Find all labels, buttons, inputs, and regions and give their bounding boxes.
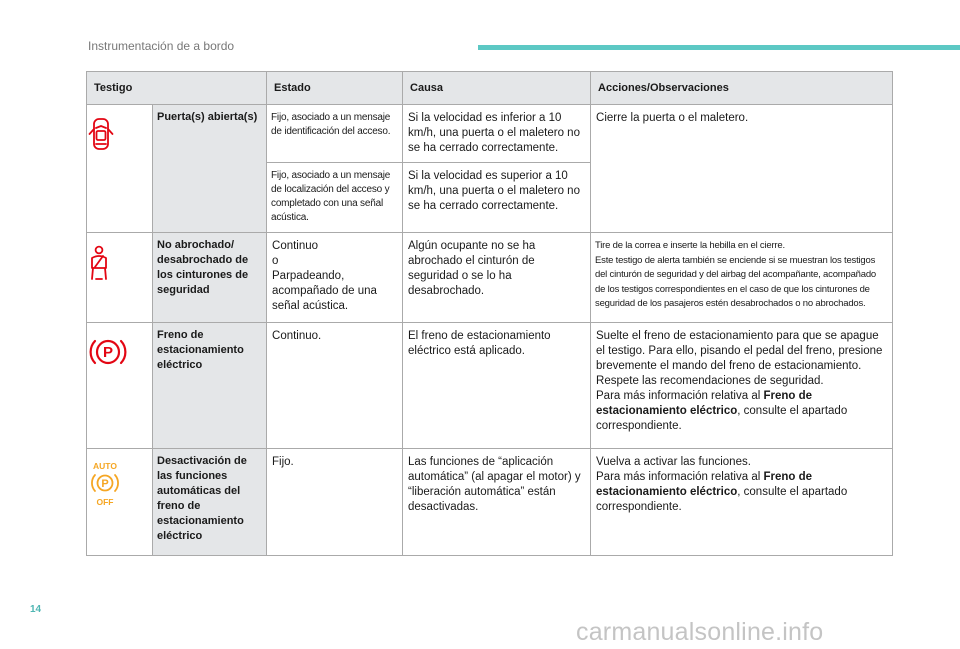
svg-text:P: P [102,344,114,361]
row-name-doors: Puerta(s) abierta(s) [153,105,267,233]
acciones-parking-brake [591,323,893,449]
off-label: OFF [96,497,114,507]
acciones-pb-bold: Freno de estacionamiento eléctrico [596,390,813,417]
acciones-pb-3: Para más información relativa al [596,390,761,402]
header-estado: Estado [267,72,403,105]
door-open-icon [87,105,153,233]
row-name-seatbelt: No abrochado/ desabrochado de los cinturones de seguridad [153,233,267,323]
table-row [87,449,893,556]
acciones-pb-4: , consulte el apartado correspondiente. [596,405,848,432]
header-acciones: Acciones/Observaciones [591,72,893,105]
estado-doors-1: Fijo, asociado a un mensaje de identificación del acceso. [267,105,403,163]
table-row [87,233,893,323]
estado-seatbelt [267,233,403,323]
estado-parking-brake: Continuo. [267,323,403,449]
acciones-seatbelt [591,233,893,323]
acciones-doors: Cierre la puerta o el maletero. [591,105,893,233]
row-name-auto-off: Desactivación de las funciones automáticas del freno de estacionamiento eléctrico [153,449,267,556]
row-name-parking-brake: Freno de estacionamiento eléctrico [153,323,267,449]
causa-seatbelt: Algún ocupante no se ha abrochado el cinturón de seguridad o se lo ha desabrochado. [403,233,591,323]
acciones-ao-bold: Freno de estacionamiento eléctrico [596,471,813,498]
acciones-pb-1: Suelte el freno de estacionamiento para que se apague el testigo. Para ello, pisando el pedal del freno, presione brevemente el mando del freno de estacionamiento. [596,330,883,372]
header-causa: Causa [403,72,591,105]
estado-doors-2: Fijo, asociado a un mensaje de localización del acceso y completado con una señal acústica. [267,163,403,233]
acciones-ao-3: , consulte el apartado correspondiente. [596,486,848,513]
acciones-ao-2: Para más información relativa al [596,471,761,483]
parking-brake-icon [87,323,153,449]
causa-doors-1: Si la velocidad es inferior a 10 km/h, una puerta o el maletero no se ha cerrado correctamente. [403,105,591,163]
acciones-seatbelt-2: Este testigo de alerta también se enciende si se muestran los testigos del cinturón de seguridad y del airbag del acompañante, acompañado de los testigos correspondientes en el caso de que los cinturones de seguridad de los pasajeros estén desabrochados o no abrochados. [595,254,876,309]
header-accent-bar [478,45,960,50]
estado-seatbelt-line2: o [272,255,279,267]
acciones-ao-2-wrap [596,470,887,515]
acciones-pb-2: Respete las recomendaciones de seguridad. [596,375,824,387]
causa-doors-2: Si la velocidad es superior a 10 km/h, una puerta o el maletero no se ha cerrado correctamente. [403,163,591,233]
estado-auto-off: Fijo. [267,449,403,556]
seatbelt-icon [87,233,153,323]
page-header-title: Instrumentación de a bordo [88,39,235,53]
auto-label: AUTO [93,461,117,471]
estado-seatbelt-line1: Continuo [272,240,319,252]
table-row [87,323,893,449]
estado-seatbelt-line3: Parpadeando, acompañado de una señal acústica. [272,270,377,312]
page-number: 14 [30,604,42,615]
acciones-seatbelt-1: Tire de la correa e inserte la hebilla en el cierre. [595,240,785,251]
acciones-pb-3-wrap [596,389,887,434]
causa-auto-off: Las funciones de “aplicación automática” (al apagar el motor) y “liberación automática” están desactivadas. [403,449,591,556]
acciones-ao-1: Vuelva a activar las funciones. [596,456,751,468]
table-row [87,105,893,163]
causa-parking-brake: El freno de estacionamiento eléctrico está aplicado. [403,323,591,449]
warning-lights-table [86,71,893,556]
table-header-row [87,72,893,105]
acciones-auto-off [591,449,893,556]
auto-parking-brake-off-icon [87,449,153,556]
watermark: carmanualsonline.info [576,618,824,646]
header-testigo: Testigo [87,72,267,105]
p-letter: P [101,478,109,490]
